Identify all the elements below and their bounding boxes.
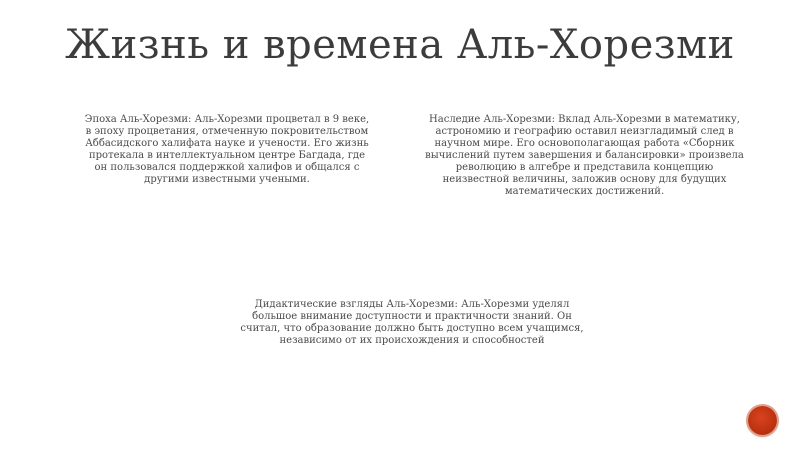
text-block-didactic: Дидактические взгляды Аль-Хорезми: Аль-Хорезми уделял большое внимание доступности и практичности знаний. Он считал, что образование должно быть доступно всем учащимся, независимо от их происхождения и способностей (240, 299, 584, 346)
circle-button-icon[interactable] (748, 406, 777, 435)
text-block-epoch: Эпоха Аль-Хорезми: Аль-Хорезми процветал в 9 веке, в эпоху процветания, отмеченную покровительством Аббасидского халифата науке и учености. Его жизнь протекала в интеллектуальном центре Багдада, где он пользовался поддержкой халифов и общался с другими известными учеными. (84, 114, 370, 185)
text-block-legacy: Наследие Аль-Хорезми: Вклад Аль-Хорезми в математику, астрономию и географию оставил неизгладимый след в научном мире. Его основополагающая работа «Сборник вычислений путем завершения и балансировки» произвела революцию в алгебре и представила концепцию неизвестной величины, заложив основу для будущих математических достижений. (425, 114, 744, 197)
slide-title: Жизнь и времена Аль-Хорезми (65, 22, 735, 68)
